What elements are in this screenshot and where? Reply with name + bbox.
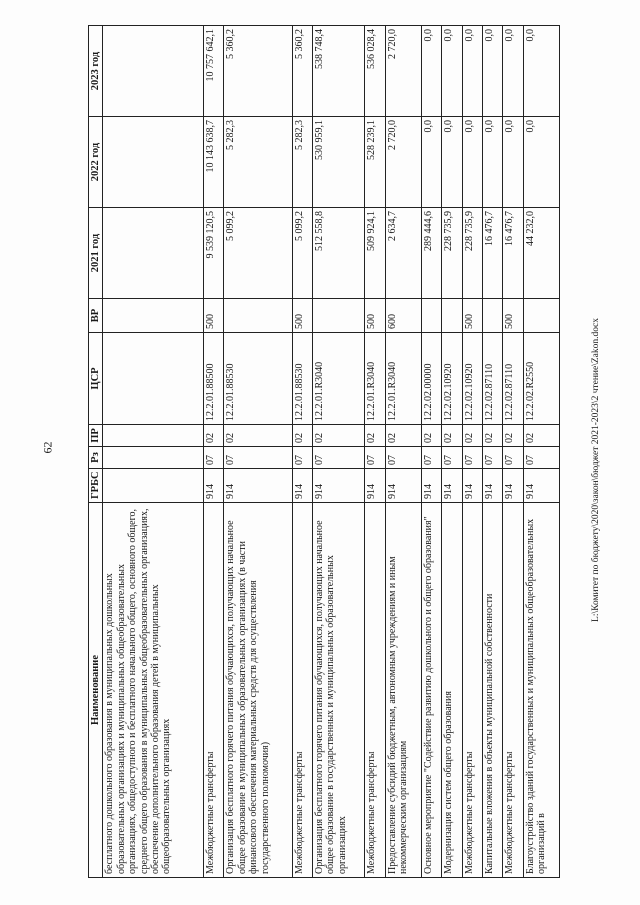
cell-csr: 12.2.01.R3040	[313, 333, 365, 425]
cell-2022: 0,0	[462, 117, 482, 208]
cell-2023: 0,0	[422, 26, 442, 117]
cell-vr	[313, 299, 365, 333]
header-2023: 2023 год	[89, 26, 103, 117]
cell-pr: 02	[313, 425, 365, 447]
cell-rz: 07	[385, 447, 421, 469]
cell-2022: 0,0	[442, 117, 462, 208]
header-rz: Рз	[89, 447, 103, 469]
cell-2023: 10 757 642,1	[204, 26, 224, 117]
cell-name: Капитальные вложения в объекты муниципальной собственности	[482, 503, 502, 878]
cell-2022: 0,0	[523, 117, 559, 208]
cell-2021: 16 476,7	[482, 208, 502, 299]
cell-pr: 02	[422, 425, 442, 447]
budget-table	[88, 25, 560, 878]
header-pr: ПР	[89, 425, 103, 447]
table-row	[313, 26, 365, 878]
table-row	[292, 26, 312, 878]
cell-vr: 500	[462, 299, 482, 333]
table-row	[482, 26, 502, 878]
cell-grbs: 914	[224, 469, 292, 503]
cell-rz: 07	[422, 447, 442, 469]
table-row	[224, 26, 292, 878]
cell-rz: 07	[292, 447, 312, 469]
cell-csr	[103, 333, 204, 425]
cell-name: Межбюджетные трансферты	[204, 503, 224, 878]
cell-grbs: 914	[442, 469, 462, 503]
table-row	[462, 26, 482, 878]
cell-name: Предоставление субсидий бюджетным, автономным учреждениям и иным некоммерческим организациям	[385, 503, 421, 878]
cell-vr: 500	[292, 299, 312, 333]
cell-grbs: 914	[313, 469, 365, 503]
cell-2023: 0,0	[523, 26, 559, 117]
cell-2021: 9 539 120,5	[204, 208, 224, 299]
cell-csr: 12.2.02.10920	[442, 333, 462, 425]
cell-rz: 07	[462, 447, 482, 469]
header-2022: 2022 год	[89, 117, 103, 208]
cell-rz: 07	[503, 447, 523, 469]
cell-grbs: 914	[523, 469, 559, 503]
cell-rz: 07	[442, 447, 462, 469]
cell-name: Организация бесплатного горячего питания обучающихся, получающих начальное общее образование в государственных и муниципальных образовательных организациях	[313, 503, 365, 878]
cell-grbs: 914	[292, 469, 312, 503]
cell-2021	[103, 208, 204, 299]
cell-csr: 12.2.02.00000	[422, 333, 442, 425]
cell-grbs	[103, 469, 204, 503]
cell-2022: 528 239,1	[365, 117, 385, 208]
cell-2022: 5 282,3	[224, 117, 292, 208]
cell-vr	[523, 299, 559, 333]
cell-grbs: 914	[462, 469, 482, 503]
header-vr: ВР	[89, 299, 103, 333]
cell-vr	[422, 299, 442, 333]
cell-vr	[224, 299, 292, 333]
cell-pr: 02	[365, 425, 385, 447]
cell-vr	[482, 299, 502, 333]
header-name: Наименование	[89, 503, 103, 878]
cell-2023: 5 360,2	[292, 26, 312, 117]
cell-2021: 512 558,8	[313, 208, 365, 299]
cell-grbs: 914	[204, 469, 224, 503]
cell-2021: 5 099,2	[292, 208, 312, 299]
cell-name: бесплатного дошкольного образования в муниципальных дошкольных образовательных организациях и муниципальных общеобразовательных организациях, общедоступного и бесплатного начального общего, основного общего, среднего общего образования в муниципальных общеобразовательных организациях, обеспечение дополнительного образования детей в муниципальных общеобразовательных организациях	[103, 503, 204, 878]
cell-pr: 02	[385, 425, 421, 447]
cell-csr: 12.2.01.88500	[204, 333, 224, 425]
cell-rz: 07	[482, 447, 502, 469]
cell-name: Основное мероприятие "Содействие развитию дошкольного и общего образования"	[422, 503, 442, 878]
table-row	[422, 26, 442, 878]
cell-2022: 10 143 638,7	[204, 117, 224, 208]
cell-csr: 12.2.02.10920	[462, 333, 482, 425]
cell-csr: 12.2.02.87110	[503, 333, 523, 425]
cell-csr: 12.2.01.R3040	[385, 333, 421, 425]
cell-grbs: 914	[385, 469, 421, 503]
cell-vr: 500	[365, 299, 385, 333]
cell-2022: 0,0	[422, 117, 442, 208]
cell-grbs: 914	[503, 469, 523, 503]
cell-2021: 16 476,7	[503, 208, 523, 299]
cell-name: Межбюджетные трансферты	[462, 503, 482, 878]
cell-2021: 44 232,0	[523, 208, 559, 299]
cell-rz: 07	[365, 447, 385, 469]
cell-vr	[103, 299, 204, 333]
cell-name: Межбюджетные трансферты	[365, 503, 385, 878]
budget-table-container	[88, 26, 560, 878]
table-row	[103, 26, 204, 878]
cell-2022: 5 282,3	[292, 117, 312, 208]
cell-csr: 12.2.01.R3040	[365, 333, 385, 425]
cell-vr: 500	[204, 299, 224, 333]
cell-pr: 02	[442, 425, 462, 447]
page-number: 62	[40, 441, 55, 454]
cell-name: Организация бесплатного горячего питания обучающихся, получающих начальное общее образование в муниципальных образовательных организациях (в части финансового обеспечения материальных средств для осуществления государственного полномочия)	[224, 503, 292, 878]
cell-grbs: 914	[365, 469, 385, 503]
cell-rz	[103, 447, 204, 469]
cell-pr: 02	[523, 425, 559, 447]
cell-pr: 02	[292, 425, 312, 447]
cell-vr: 500	[503, 299, 523, 333]
cell-2022: 2 720,0	[385, 117, 421, 208]
cell-2023: 538 748,4	[313, 26, 365, 117]
cell-2021: 228 735,9	[462, 208, 482, 299]
cell-grbs: 914	[422, 469, 442, 503]
cell-2023	[103, 26, 204, 117]
cell-csr: 12.2.01.88530	[292, 333, 312, 425]
header-csr: ЦСР	[89, 333, 103, 425]
cell-2022	[103, 117, 204, 208]
cell-grbs: 914	[482, 469, 502, 503]
cell-2022: 530 959,1	[313, 117, 365, 208]
header-2021: 2021 год	[89, 208, 103, 299]
footer-file-path: L:\Комитет по бюджету\2020\закон\бюджет 2021-2023\2 чтение\Zakon.docx	[591, 318, 601, 622]
cell-2021: 5 099,2	[224, 208, 292, 299]
cell-pr: 02	[224, 425, 292, 447]
cell-rz: 07	[523, 447, 559, 469]
cell-rz: 07	[313, 447, 365, 469]
cell-pr	[103, 425, 204, 447]
table-row	[204, 26, 224, 878]
cell-rz: 07	[204, 447, 224, 469]
cell-name: Межбюджетные трансферты	[292, 503, 312, 878]
cell-2023: 0,0	[462, 26, 482, 117]
header-grbs: ГРБС	[89, 469, 103, 503]
cell-pr: 02	[482, 425, 502, 447]
cell-2023: 2 720,0	[385, 26, 421, 117]
cell-2023: 0,0	[482, 26, 502, 117]
table-header-row	[89, 26, 103, 878]
cell-pr: 02	[462, 425, 482, 447]
cell-2023: 0,0	[503, 26, 523, 117]
table-row	[365, 26, 385, 878]
cell-pr: 02	[503, 425, 523, 447]
cell-csr: 12.2.01.88530	[224, 333, 292, 425]
cell-2022: 0,0	[482, 117, 502, 208]
cell-vr	[442, 299, 462, 333]
cell-name: Модернизация систем общего образования	[442, 503, 462, 878]
cell-name: Межбюджетные трансферты	[503, 503, 523, 878]
table-row	[503, 26, 523, 878]
cell-2021: 289 444,6	[422, 208, 442, 299]
cell-2021: 2 634,7	[385, 208, 421, 299]
table-row	[385, 26, 421, 878]
cell-2023: 5 360,2	[224, 26, 292, 117]
table-row	[442, 26, 462, 878]
cell-pr: 02	[204, 425, 224, 447]
cell-name: Благоустройство зданий государственных и муниципальных общеобразовательных организаций в	[523, 503, 559, 878]
cell-csr: 12.2.02.87110	[482, 333, 502, 425]
cell-2021: 509 924,1	[365, 208, 385, 299]
cell-2022: 0,0	[503, 117, 523, 208]
table-row	[523, 26, 559, 878]
cell-2023: 536 028,4	[365, 26, 385, 117]
cell-2023: 0,0	[442, 26, 462, 117]
cell-csr: 12.2.02.R2550	[523, 333, 559, 425]
cell-vr: 600	[385, 299, 421, 333]
cell-2021: 228 735,9	[442, 208, 462, 299]
cell-rz: 07	[224, 447, 292, 469]
